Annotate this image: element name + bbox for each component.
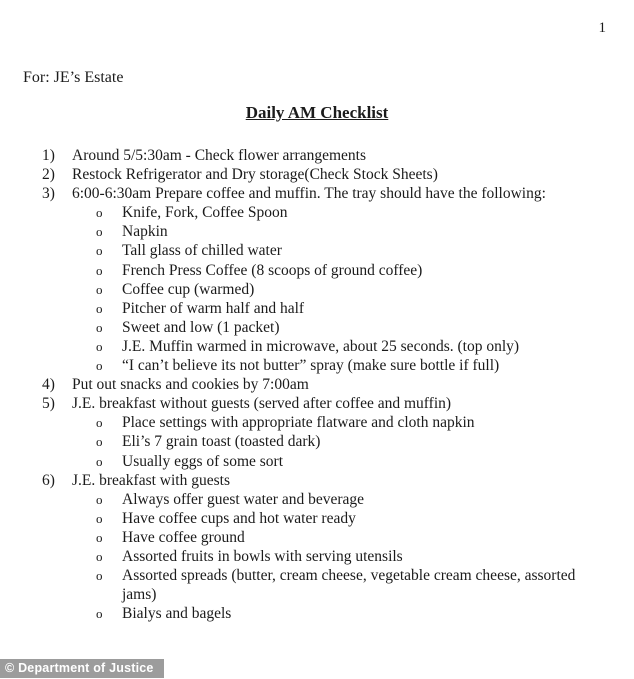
subitem-text: Usually eggs of some sort: [122, 452, 284, 470]
subitem-text: Pitcher of warm half and half: [122, 299, 305, 317]
circle-bullet: o: [96, 529, 103, 545]
item-text: 6:00-6:30am Prepare coffee and muffin. The tray should have the following:: [72, 185, 546, 203]
circle-bullet: o: [96, 243, 103, 259]
subitem-text: Coffee cup (warmed): [122, 280, 255, 298]
checklist-subitem: [0, 299, 634, 318]
circle-bullet: o: [96, 491, 103, 507]
subitem-text: Tall glass of chilled water: [122, 242, 282, 260]
checklist-item: [0, 375, 634, 394]
document-title: Daily AM Checklist: [245, 103, 389, 122]
checklist-subitem: [0, 528, 634, 547]
subitem-text: “I can’t believe its not butter” spray (make sure bottle if full): [122, 357, 500, 375]
circle-bullet: o: [96, 568, 103, 584]
circle-bullet: o: [96, 205, 103, 221]
checklist: [0, 146, 634, 623]
watermark-credit: © Department of Justice: [0, 659, 164, 678]
item-number: 1): [42, 147, 55, 164]
subitem-text: Place settings with appropriate flatware and cloth napkin: [122, 414, 475, 432]
circle-bullet: o: [96, 548, 103, 564]
circle-bullet: o: [96, 453, 103, 469]
checklist-subitem: [0, 222, 634, 241]
circle-bullet: o: [96, 224, 103, 240]
circle-bullet: o: [96, 415, 103, 431]
checklist-subitem: [0, 604, 634, 623]
checklist-subitem: [0, 547, 634, 566]
subitem-text: Assorted fruits in bowls with serving utensils: [122, 547, 403, 565]
item-text: J.E. breakfast without guests (served after coffee and muffin): [72, 395, 452, 413]
item-text: Put out snacks and cookies by 7:00am: [72, 376, 309, 394]
checklist-subitem: [0, 566, 634, 604]
subitem-text: Knife, Fork, Coffee Spoon: [122, 204, 288, 222]
circle-bullet: o: [96, 300, 103, 316]
checklist-item: [0, 184, 634, 203]
item-number: 4): [42, 376, 55, 394]
checklist-subitem: [0, 452, 634, 471]
item-text: Around 5/5:30am - Check flower arrangements: [72, 147, 366, 164]
checklist-item: [0, 471, 634, 490]
subitem-text: Assorted spreads (butter, cream cheese, vegetable cream cheese, assorted jams): [122, 567, 576, 604]
item-number: 3): [42, 185, 55, 203]
circle-bullet: o: [96, 319, 103, 335]
recipient-line: For: JE’s Estate: [23, 69, 124, 86]
item-number: 2): [42, 166, 55, 184]
checklist-subitem: [0, 432, 634, 451]
circle-bullet: o: [96, 606, 103, 622]
checklist-subitem: [0, 356, 634, 375]
checklist-item: [0, 394, 634, 413]
circle-bullet: o: [96, 338, 103, 354]
circle-bullet: o: [96, 281, 103, 297]
circle-bullet: o: [96, 510, 103, 526]
subitem-text: Have coffee cups and hot water ready: [122, 509, 356, 527]
subitem-text: J.E. Muffin warmed in microwave, about 25 seconds. (top only): [122, 337, 520, 355]
checklist-subitem: [0, 203, 634, 222]
subitem-text: Have coffee ground: [122, 528, 245, 546]
item-number: 5): [42, 395, 55, 413]
subitem-text: French Press Coffee (8 scoops of ground coffee): [122, 261, 423, 279]
subitem-text: Napkin: [122, 223, 168, 241]
subitem-text: Sweet and low (1 packet): [122, 318, 280, 336]
checklist-subitem: [0, 280, 634, 299]
checklist-subitem: [0, 241, 634, 260]
item-text: J.E. breakfast with guests: [72, 471, 230, 489]
subitem-text: Eli’s 7 grain toast (toasted dark): [122, 433, 321, 451]
checklist-item: [0, 146, 634, 165]
item-number: 6): [42, 471, 55, 489]
circle-bullet: o: [96, 434, 103, 450]
checklist-subitem: [0, 261, 634, 280]
checklist-item: [0, 165, 634, 184]
subitem-text: Bialys and bagels: [122, 605, 232, 623]
checklist-subitem: [0, 337, 634, 356]
item-text: Restock Refrigerator and Dry storage(Check Stock Sheets): [72, 166, 438, 184]
circle-bullet: o: [96, 262, 103, 278]
checklist-subitem: [0, 413, 634, 432]
circle-bullet: o: [96, 358, 103, 374]
checklist-subitem: [0, 490, 634, 509]
subitem-text: Always offer guest water and beverage: [122, 490, 365, 508]
checklist-subitem: [0, 509, 634, 528]
checklist-subitem: [0, 318, 634, 337]
page-number: 1: [598, 20, 606, 36]
